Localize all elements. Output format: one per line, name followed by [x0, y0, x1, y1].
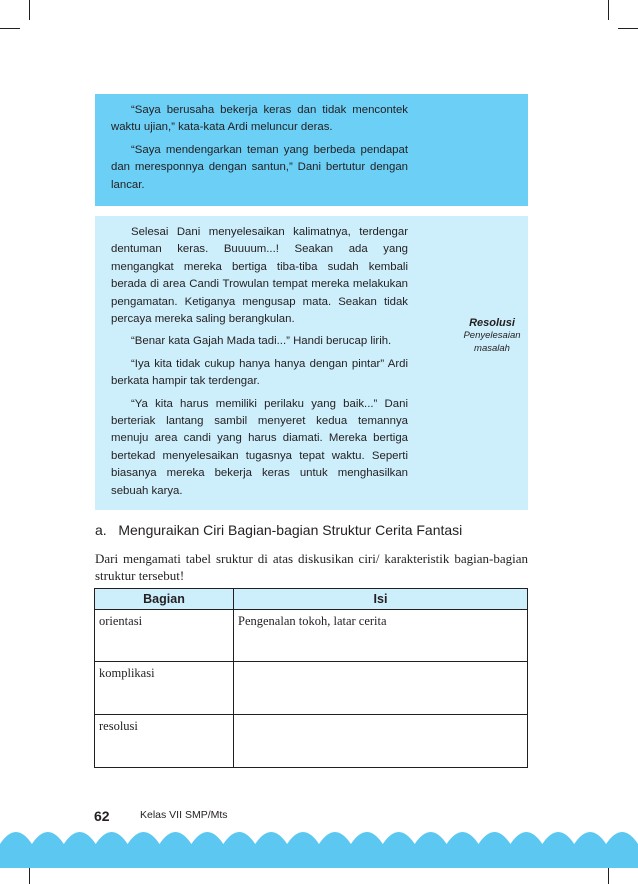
- page-number: 62: [94, 808, 110, 824]
- section-instruction: Dari mengamati tabel sruktur di atas diskusikan ciri/ karakteristik bagian-bagian struktur tersebut!: [95, 551, 528, 583]
- table-cell-bagian: resolusi: [95, 715, 234, 768]
- story-paragraph: “Saya mendengarkan teman yang berbeda pendapat dan meresponnya dengan santun,” Dani bertutur dengan lancar.: [111, 143, 408, 191]
- table-cell-isi[interactable]: [234, 715, 528, 768]
- story-text-block-1: [111, 102, 408, 194]
- sidebar-title: Resolusi: [469, 317, 515, 329]
- table-cell-bagian: orientasi: [95, 610, 234, 662]
- crop-mark: [618, 28, 638, 29]
- structure-table: [94, 588, 528, 768]
- table-cell-isi[interactable]: [234, 662, 528, 715]
- story-paragraph: Selesai Dani menyelesaikan kalimatnya, terdengar dentuman keras. Buuuum...! Seakan ada yang mengangkat mereka bertiga tiba-tiba sudah kembali berada di area Candi Trowulan tempat mereka melakukan pengamatan. Ketiganya mengusap mata. Seakan tidak percaya mereka saling berangkulan.: [111, 226, 408, 326]
- story-paragraph: “Iya kita tidak cukup hanya hanya dengan pintar” Ardi berkata hampir tak terdengar.: [111, 357, 408, 388]
- wave-decoration: [0, 822, 638, 868]
- story-text-block-2: [111, 224, 408, 500]
- table-cell-bagian: komplikasi: [95, 662, 234, 715]
- crop-mark: [29, 0, 30, 20]
- section-heading: a. Menguraikan Ciri Bagian-bagian Struktur Cerita Fantasi: [95, 522, 463, 538]
- crop-mark: [608, 0, 609, 20]
- crop-mark: [0, 28, 20, 29]
- table-cell-isi[interactable]: Pengenalan tokoh, latar cerita: [234, 610, 528, 662]
- table-header-row: [95, 589, 528, 610]
- story-paragraph: “Saya berusaha bekerja keras dan tidak mencontek waktu ujian,” kata-kata Ardi meluncur deras.: [111, 104, 408, 134]
- wave-shape: [0, 832, 638, 868]
- sidebar-subtitle: Penyelesaian masalah: [463, 330, 521, 354]
- table-header-isi: Isi: [234, 589, 528, 610]
- table-row: [95, 662, 528, 715]
- story-paragraph: “Ya kita harus memiliki perilaku yang baik...” Dani berteriak lantang sambil menyeret kedua temannya menuju area candi yang harus diamati. Mereka bertiga bertekad menyelesaikan tugasnya tepat waktu. Seperti biasanya mereka bekerja keras untuk menghasilkan sebuah karya.: [111, 397, 408, 497]
- story-paragraph: “Benar kata Gajah Mada tadi...” Handi berucap lirih.: [131, 335, 392, 348]
- book-title: Kelas VII SMP/Mts: [140, 809, 228, 821]
- table-row: [95, 715, 528, 768]
- table-header-bagian: Bagian: [95, 589, 234, 610]
- table-row: [95, 610, 528, 662]
